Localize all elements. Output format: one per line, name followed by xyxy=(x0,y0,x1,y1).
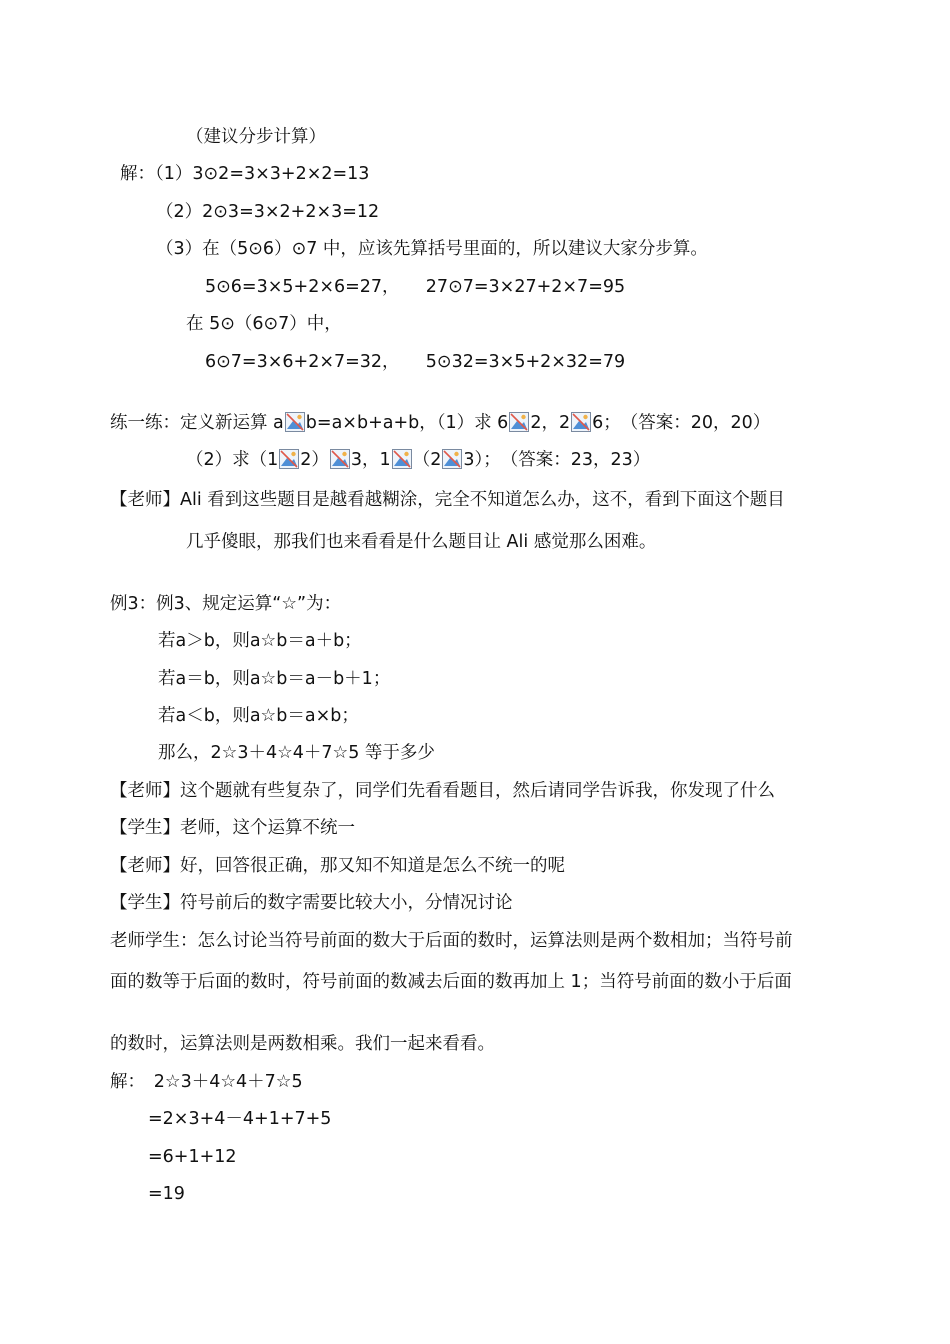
rule-equal: 若a＝b，则a☆b＝a－b＋1； xyxy=(158,669,391,689)
explanation-line-3: 的数时，运算法则是两数相乘。我们一起来看看。 xyxy=(110,1034,495,1054)
practice-text-2e: 3）； （答案：23，23） xyxy=(463,450,651,470)
example-3-question: 那么，2☆3＋4☆4＋7☆5 等于多少 xyxy=(158,743,435,763)
practice-text-1d: 6； （答案：20，20） xyxy=(592,413,771,433)
teacher-line-1: 【老师】Ali 看到这些题目是越看越糊涂，完全不知道怎么办，这不，看到下面这个题目 xyxy=(110,490,785,510)
broken-image-icon xyxy=(392,449,412,469)
dialogue-teacher-1: 【老师】这个题就有些复杂了，同学们先看看题目，然后请同学告诉我，你发现了什么 xyxy=(110,781,775,801)
final-solution-line-3: =6+1+12 xyxy=(148,1147,237,1167)
solution-line-2: （2）2⊙3=3×2+2×3=12 xyxy=(156,202,380,222)
broken-image-icon xyxy=(571,412,591,432)
practice-text-1c: 2，2 xyxy=(530,413,571,433)
broken-image-icon xyxy=(330,449,350,469)
broken-image-icon xyxy=(285,412,305,432)
dialogue-student-1: 【学生】老师，这个运算不统一 xyxy=(110,818,355,838)
solution-line-3: （3）在（5⊙6）⊙7 中，应该先算括号里面的，所以建议大家分步算。 xyxy=(156,239,708,259)
final-answer: =19 xyxy=(148,1184,185,1204)
solution-line-1: 解：（1）3⊙2=3×3+2×2=13 xyxy=(120,164,370,184)
practice-text-2a: （2）求（1 xyxy=(186,450,279,470)
practice-line-1 xyxy=(110,411,770,435)
explanation-line-1: 老师学生：怎么讨论当符号前面的数大于后面的数时，运算法则是两个数相加；当符号前 xyxy=(110,931,793,951)
practice-text-2c: 3，1 xyxy=(350,450,391,470)
practice-text-2b: 2） xyxy=(300,450,329,470)
dialogue-student-2: 【学生】符号前后的数字需要比较大小，分情况讨论 xyxy=(110,893,513,913)
solution-line-4: 5⊙6=3×5+2×6=27， 27⊙7=3×27+2×7=95 xyxy=(205,277,626,297)
final-solution-line-2: =2×3+4－4+1+7+5 xyxy=(148,1109,332,1129)
hint-line: （建议分步计算） xyxy=(186,127,326,147)
practice-line-2 xyxy=(186,448,650,472)
example-3-title: 例3：例3、规定运算“☆”为： xyxy=(110,594,342,614)
dialogue-teacher-2: 【老师】好，回答很正确，那又知不知道是怎么不统一的呢 xyxy=(110,856,565,876)
broken-image-icon xyxy=(442,449,462,469)
solution-line-6: 6⊙7=3×6+2×7=32， 5⊙32=3×5+2×32=79 xyxy=(205,352,626,372)
explanation-line-2: 面的数等于后面的数时，符号前面的数减去后面的数再加上 1；当符号前面的数小于后面 xyxy=(110,972,792,992)
broken-image-icon xyxy=(509,412,529,432)
final-solution-line-1: 解： 2☆3＋4☆4＋7☆5 xyxy=(110,1072,303,1092)
rule-greater: 若a＞b，则a☆b＝a＋b； xyxy=(158,631,362,651)
solution-line-5: 在 5⊙（6⊙7）中， xyxy=(186,314,342,334)
practice-text-1a: 练一练：定义新运算 a xyxy=(110,413,284,433)
teacher-line-1-cont: 几乎傻眼，那我们也来看看是什么题目让 Ali 感觉那么困难。 xyxy=(186,532,657,552)
rule-less: 若a＜b，则a☆b＝a×b； xyxy=(158,706,359,726)
broken-image-icon xyxy=(279,449,299,469)
practice-text-2d: （2 xyxy=(412,450,442,470)
practice-text-1b: b=a×b+a+b，（1）求 6 xyxy=(305,413,509,433)
